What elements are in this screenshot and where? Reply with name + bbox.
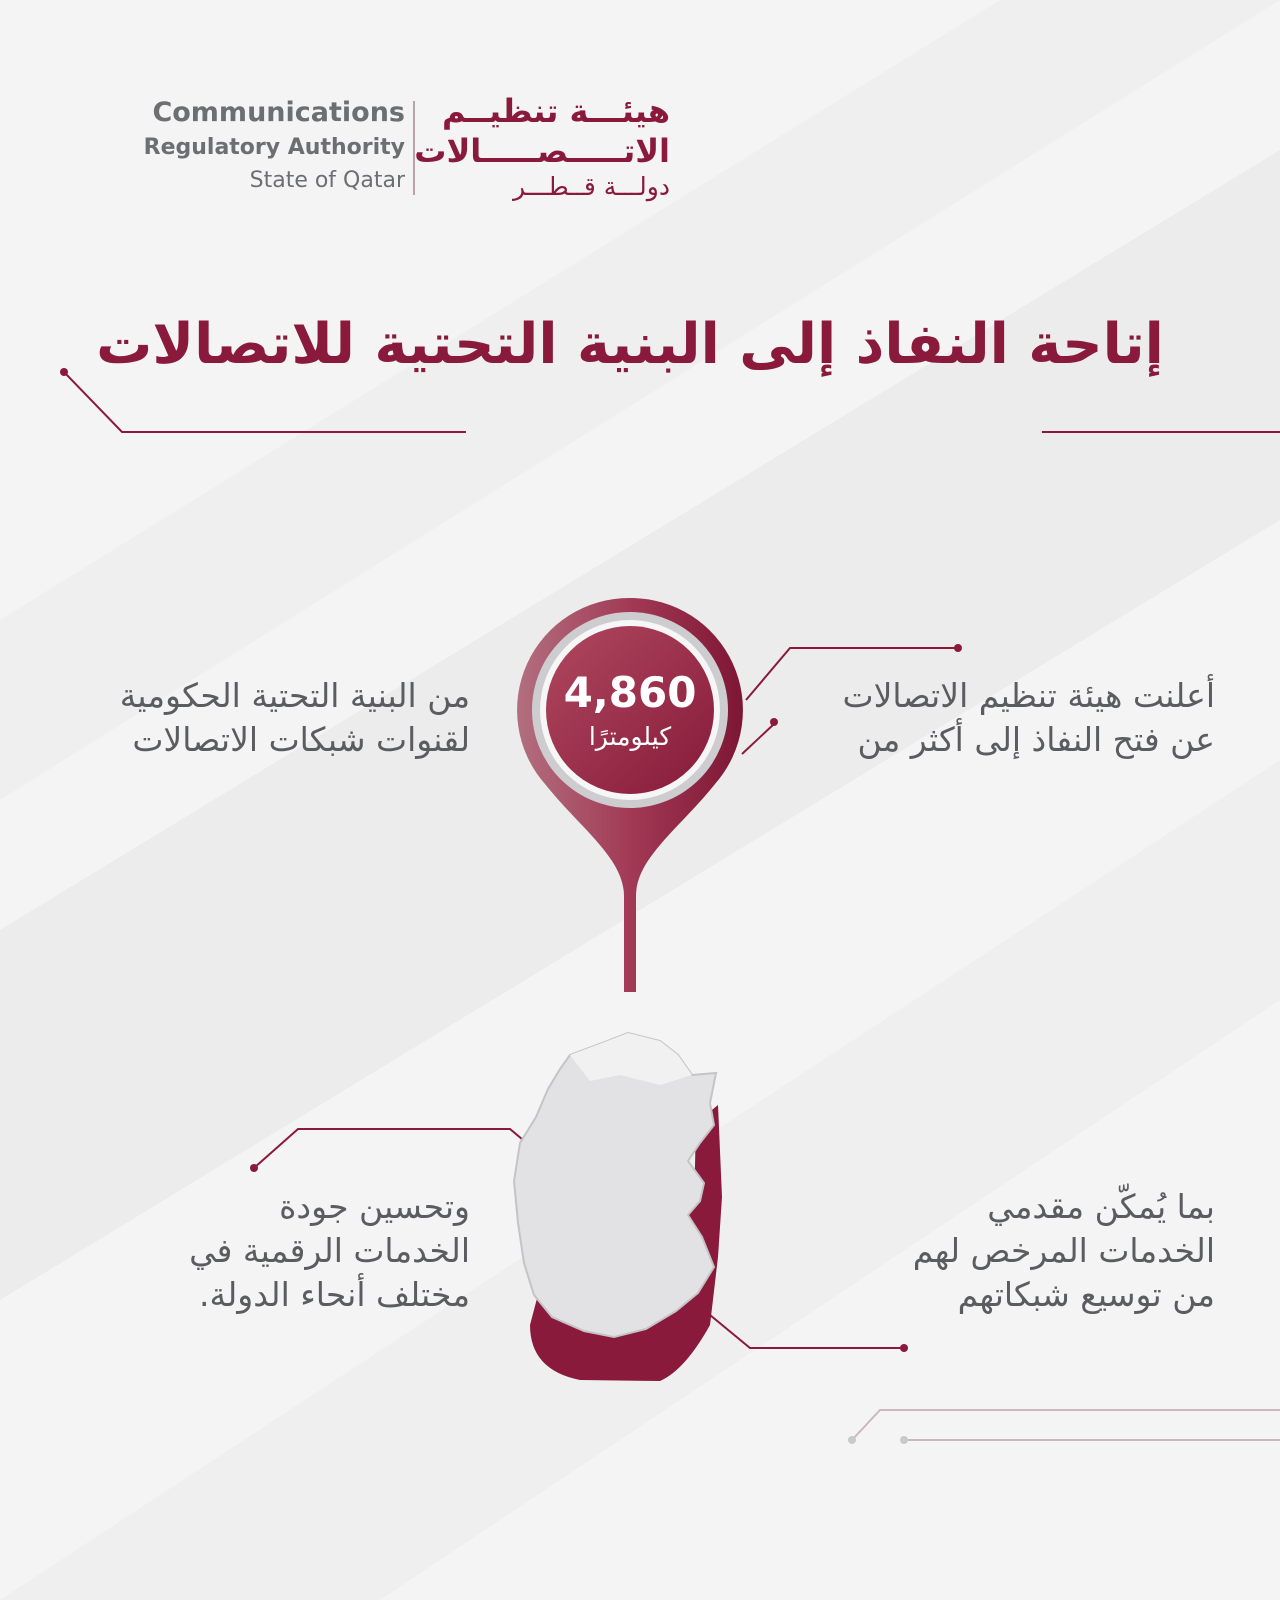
page-title: إتاحة النفاذ إلى البنية التحتية للاتصالات [96,312,1164,377]
paragraph-line: بما يُمكّن مقدمي [987,1187,1215,1226]
qatar-map-icon [510,1025,740,1385]
logo-en-line2: Regulatory Authority [143,135,405,160]
logo-ar-line2: الاتـــــصـــــالات [414,132,670,170]
paragraph-left-bottom [120,1185,470,1317]
cra-logo [80,92,670,205]
logo-en-line1: Communications [152,97,405,128]
logo-ar-line1: هيئـــة تنظيــم [442,92,670,130]
paragraph-line: مختلف أنحاء الدولة. [199,1275,470,1314]
logo-arabic [414,91,670,203]
paragraph-line: أعلنت هيئة تنظيم الاتصالات [842,676,1215,715]
logo-english [125,95,405,197]
paragraph-right-bottom [860,1185,1215,1317]
paragraph-line: الخدمات المرخص لهم [912,1231,1215,1270]
map-land [514,1033,716,1337]
paragraph-line: من البنية التحتية الحكومية [119,676,470,715]
paragraph-line: من توسيع شبكاتهم [957,1275,1215,1314]
location-pin [500,596,760,996]
paragraph-left-top [40,674,470,762]
paragraph-line: عن فتح النفاذ إلى أكثر من [857,720,1215,759]
paragraph-right-top [760,674,1215,762]
paragraph-line: وتحسين جودة [279,1187,470,1226]
stat-value: 4,860 [563,668,697,717]
stat-unit: كيلومترًا [588,722,672,751]
paragraph-line: الخدمات الرقمية في [189,1231,470,1270]
logo-en-line3: State of Qatar [249,168,405,193]
logo-ar-line3: دولـــة قــطـــر [512,172,670,201]
paragraph-line: لقنوات شبكات الاتصالات [132,720,470,759]
